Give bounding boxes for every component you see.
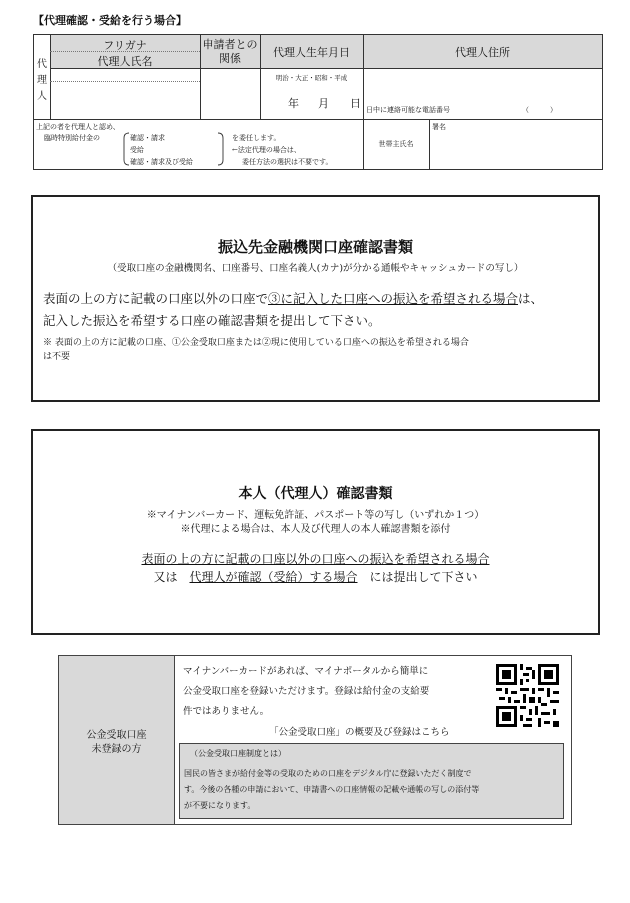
kokin-info-3: が不要になります。 [184,801,256,810]
bank-doc-note1: ※ 表面の上の方に記載の口座、①公金受取口座または②現に使用している口座への振込を希望される場合 [43,338,469,348]
bank-doc-note2: は不要 [43,352,71,362]
birth-label: 代理人生年月日 [273,46,350,59]
option-confirm-claim-receive[interactable]: 確認・請求及び受給 [130,158,193,166]
right-bracket-icon [217,132,225,166]
option-confirm-claim[interactable]: 確認・請求 [130,134,165,142]
delegate-text-1: 上記の者を代理人と認め、 [36,123,120,131]
furigana-input[interactable] [51,69,199,81]
delegate-tail-2: ←法定代理の場合は、 [232,146,301,154]
kokin-text-3: 件ではありません。 [183,706,270,717]
kokin-text-1: マイナンバーカードがあれば、マイナポータルから簡単に [183,666,429,677]
signature-input[interactable] [430,131,602,169]
id-doc-box [31,429,600,635]
delegate-tail-1: を委任します。 [232,134,281,142]
kokin-box [58,655,572,825]
kokin-info-1: 国民の皆さまが給付金等の受取のための口座をデジタル庁に登録いただく制度で [184,769,472,778]
kokin-link[interactable]: 「公金受取口座」の概要及び登録はこちら [269,727,450,738]
qr-code-icon[interactable] [496,664,559,727]
address-input[interactable] [364,69,602,103]
proxy-side-label: 代 理 人 [37,59,47,102]
id-doc-sub2: ※代理による場合は、本人及び代理人の本人確認書類を添付 [180,524,451,535]
householder-label: 世帯主氏名 [378,140,414,148]
furigana-label: フリガナ [103,39,147,52]
phone-label: 日中に連絡可能な電話番号 [366,106,450,114]
era-options[interactable]: 明治・大正・昭和・平成 [275,74,348,82]
kokin-left-cell [59,656,175,824]
birth-year-label: 年 [288,97,299,110]
id-doc-title: 本人（代理人）確認書類 [238,486,393,502]
proxy-name-label: 代理人氏名 [97,55,153,68]
left-bracket-icon [122,132,130,166]
bank-doc-line1: 表面の上の方に記載の口座以外の口座で③に記入した口座への振込を希望される場合は、 [43,291,544,306]
phone-input[interactable]: （ ） [522,106,557,114]
kokin-info-box [179,743,564,819]
signature-label: 署名 [432,123,446,131]
kokin-label-1: 公金受取口座 [86,730,147,741]
section-title: 【代理確認・受給を行う場合】 [33,14,187,27]
proxy-name-input[interactable] [51,82,199,118]
id-doc-sub1: ※マイナンバーカード、運転免許証、パスポート等の写し（いずれか１つ） [146,510,485,521]
kokin-label-2: 未登録の方 [91,744,142,755]
id-doc-line2: 又は 代理人が確認（受給）する場合 には提出して下さい [153,570,478,584]
bank-doc-title: 振込先金融機関口座確認書類 [217,238,413,256]
address-label: 代理人住所 [455,46,510,59]
relation-label: 申請者との関係 [202,38,258,65]
kokin-info-2: す。今後の各種の申請において、申請書への口座情報の記載や通帳の写しの添付等 [184,785,480,794]
bank-doc-line2: 記入した振込を希望する口座の確認書類を提出して下さい。 [43,313,381,328]
delegate-tail-3: 委任方法の選択は不要です。 [242,158,333,166]
kokin-info-title: （公金受取口座制度とは） [190,749,286,758]
kokin-text-2: 公金受取口座を登録いただけます。登録は給付金の支給要 [183,686,430,697]
birth-day-label: 日 [350,97,361,110]
bank-doc-subtitle: （受取口座の金融機関名、口座番号、口座名義人(カナ)が分かる通帳やキャッシュカードの写し） [107,263,524,274]
relation-input[interactable] [201,69,259,118]
id-doc-line1: 表面の上の方に記載の口座以外の口座への振込を希望される場合 [141,552,490,566]
proxy-form [33,34,603,170]
delegate-text-2: 臨時特別給付金の [44,134,100,142]
birth-month-label: 月 [318,97,329,110]
option-receive[interactable]: 受給 [130,146,144,154]
bank-doc-box [31,195,600,402]
